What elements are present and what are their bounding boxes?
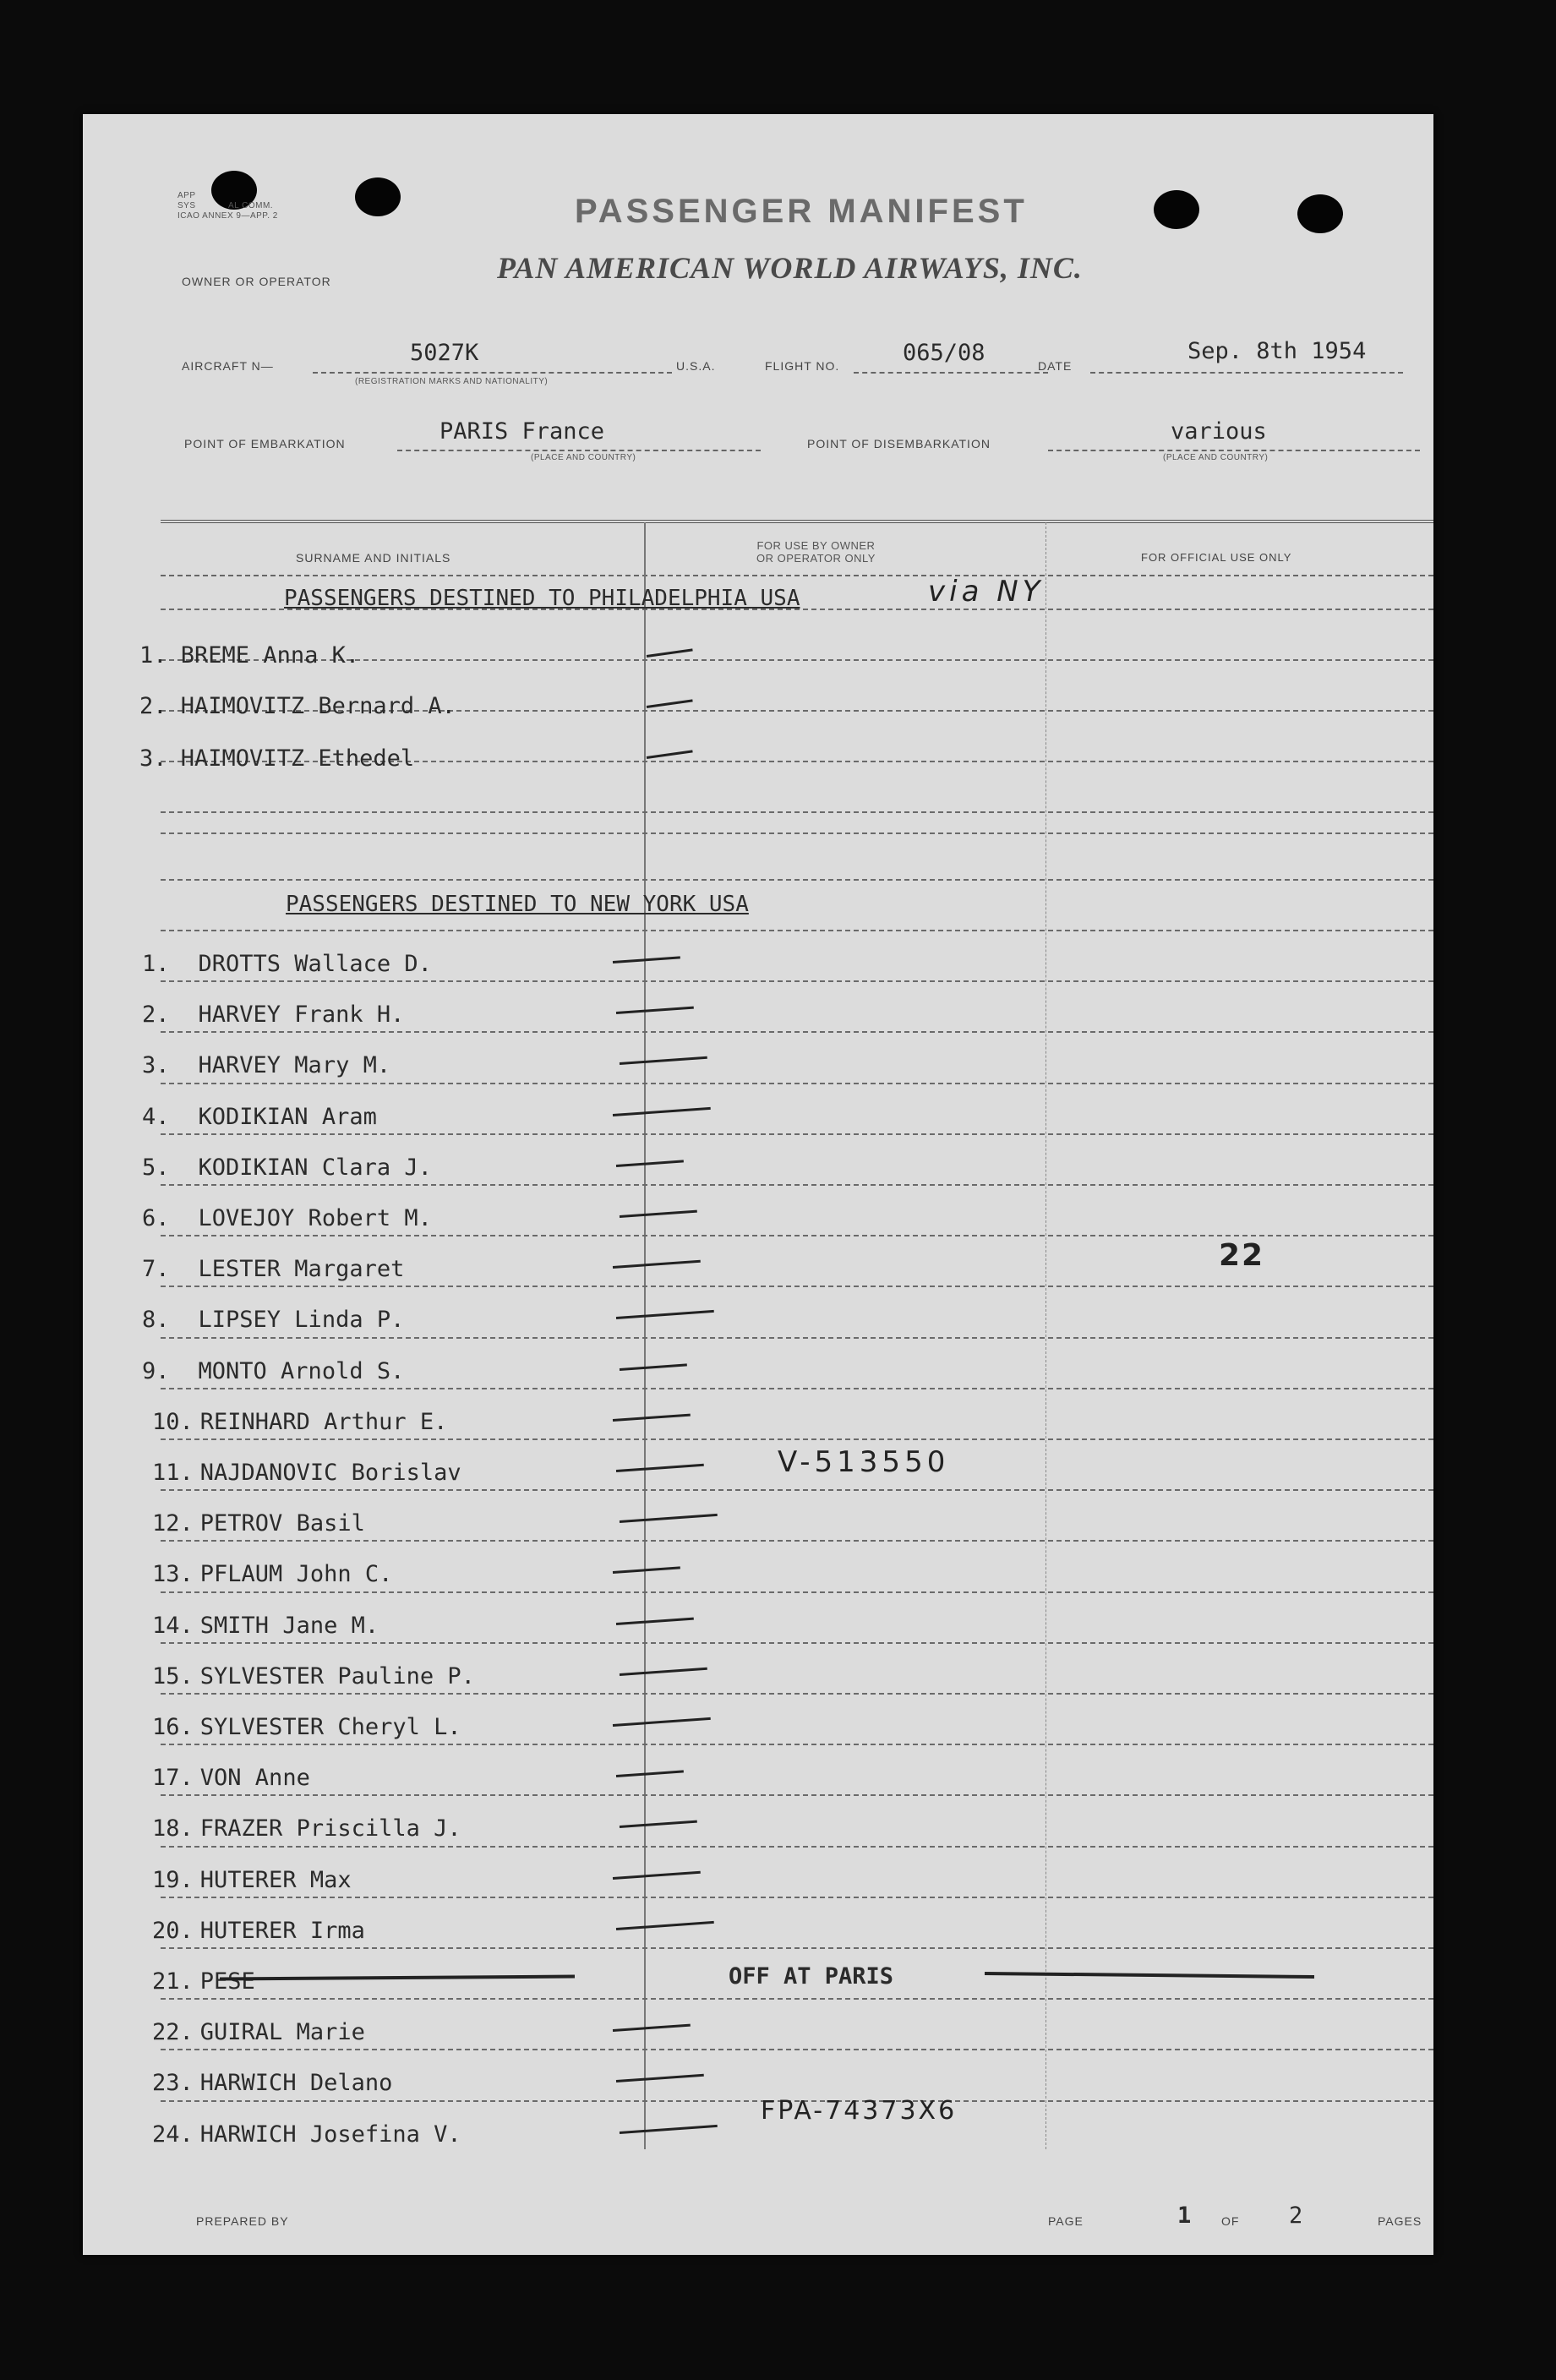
list-item: 5. KODIKIAN Clara J. bbox=[142, 1155, 432, 1181]
disembarkation-sublabel: (PLACE AND COUNTRY) bbox=[1163, 453, 1269, 462]
ruled-line bbox=[161, 1846, 1433, 1848]
ruled-line bbox=[161, 1897, 1433, 1898]
list-item: 11. NAJDANOVIC Borislav bbox=[152, 1460, 461, 1486]
ruled-line bbox=[161, 1133, 1433, 1135]
list-item: 21. PESE bbox=[152, 1968, 255, 1995]
ruled-line bbox=[161, 1286, 1433, 1287]
visa-note: V-513550 bbox=[778, 1445, 950, 1479]
list-item: 14. SMITH Jane M. bbox=[152, 1613, 379, 1639]
punch-hole bbox=[1297, 194, 1343, 233]
page-total: 2 bbox=[1289, 2203, 1303, 2229]
ruled-line bbox=[161, 811, 1433, 813]
ruled-line bbox=[161, 1947, 1433, 1949]
list-item: 7. LESTER Margaret bbox=[142, 1256, 405, 1282]
official-count: 22 bbox=[1219, 1238, 1265, 1273]
of-label: OF bbox=[1221, 2214, 1240, 2228]
section-heading-newyork: PASSENGERS DESTINED TO NEW YORK USA bbox=[286, 892, 749, 917]
ruled-line bbox=[161, 879, 1433, 881]
list-item: 15. SYLVESTER Pauline P. bbox=[152, 1663, 475, 1689]
ruled-line bbox=[161, 930, 1433, 931]
pages-label: PAGES bbox=[1378, 2214, 1422, 2228]
passport-note: FPA-74373X6 bbox=[761, 2096, 958, 2126]
flight-label: FLIGHT NO. bbox=[765, 359, 840, 373]
list-item: 10. REINHARD Arthur E. bbox=[152, 1409, 448, 1435]
aircraft-label: AIRCRAFT N— bbox=[182, 359, 274, 373]
list-item: 1. DROTTS Wallace D. bbox=[142, 951, 432, 977]
ruled-line bbox=[161, 1388, 1433, 1389]
ruled-line bbox=[161, 1337, 1433, 1339]
table-top-rule bbox=[161, 520, 1433, 523]
list-item: 8. LIPSEY Linda P. bbox=[142, 1307, 405, 1333]
list-item: 17. VON Anne bbox=[152, 1765, 310, 1791]
section-heading-philadelphia: PASSENGERS DESTINED TO PHILADELPHIA USA bbox=[284, 586, 800, 611]
list-item: 23. HARWICH Delano bbox=[152, 2070, 393, 2096]
list-item: 3. HARVEY Mary M. bbox=[142, 1052, 391, 1078]
list-item: 18. FRAZER Priscilla J. bbox=[152, 1815, 461, 1842]
list-item: 3. HAIMOVITZ Ethedel bbox=[139, 745, 415, 772]
aircraft-value: 5027K bbox=[410, 340, 479, 366]
ruled-line bbox=[161, 1794, 1433, 1796]
ruled-line bbox=[161, 1184, 1433, 1186]
flight-value: 065/08 bbox=[903, 340, 985, 366]
usa-label: U.S.A. bbox=[676, 359, 716, 373]
list-item: 16. SYLVESTER Cheryl L. bbox=[152, 1714, 461, 1740]
airline-name: PAN AMERICAN WORLD AIRWAYS, INC. bbox=[497, 251, 1083, 285]
embarkation-label: POINT OF EMBARKATION bbox=[184, 437, 346, 450]
list-item: 13. PFLAUM John C. bbox=[152, 1561, 393, 1587]
ruled-line bbox=[161, 1031, 1433, 1033]
aircraft-line bbox=[313, 372, 672, 374]
list-item: 22. GUIRAL Marie bbox=[152, 2019, 365, 2045]
ruled-line bbox=[161, 1591, 1433, 1593]
list-item: 4. KODIKIAN Aram bbox=[142, 1104, 377, 1130]
embarkation-sublabel: (PLACE AND COUNTRY) bbox=[531, 453, 636, 462]
ruled-line bbox=[161, 1235, 1433, 1236]
embarkation-value: PARIS France bbox=[440, 418, 605, 445]
owner-label: OWNER OR OPERATOR bbox=[182, 275, 331, 288]
ruled-line bbox=[161, 1083, 1433, 1084]
punch-hole bbox=[355, 177, 401, 216]
disembarkation-value: various bbox=[1171, 418, 1267, 445]
ruled-line bbox=[161, 980, 1433, 982]
ruled-line bbox=[161, 832, 1433, 834]
ruled-line bbox=[161, 1693, 1433, 1695]
ruled-line bbox=[161, 1998, 1433, 2000]
list-item: 24. HARWICH Josefina V. bbox=[152, 2121, 461, 2148]
list-item: 19. HUTERER Max bbox=[152, 1867, 352, 1893]
col-surname-header: SURNAME AND INITIALS bbox=[296, 551, 451, 565]
date-value: Sep. 8th 1954 bbox=[1187, 338, 1367, 364]
page-number: 1 bbox=[1177, 2203, 1192, 2229]
list-item: 1. BREME Anna K. bbox=[139, 642, 360, 669]
disembarkation-line bbox=[1048, 450, 1420, 451]
ruled-line bbox=[161, 1744, 1433, 1745]
disembarkation-label: POINT OF DISEMBARKATION bbox=[807, 437, 991, 450]
list-item: 2. HARVEY Frank H. bbox=[142, 1002, 405, 1028]
column-divider bbox=[644, 522, 646, 2149]
list-item: 9. MONTO Arnold S. bbox=[142, 1358, 405, 1384]
via-ny-annotation: via NY bbox=[928, 575, 1045, 609]
punch-hole bbox=[1154, 190, 1199, 229]
col-owner-header: FOR USE BY OWNER OR OPERATOR ONLY bbox=[756, 539, 876, 565]
date-line bbox=[1090, 372, 1403, 374]
page-label: PAGE bbox=[1048, 2214, 1084, 2228]
ruled-line bbox=[161, 1489, 1433, 1491]
form-code: APP SYS AL COMM. ICAO ANNEX 9—APP. 2 bbox=[177, 191, 278, 221]
col-official-header: FOR OFFICIAL USE ONLY bbox=[1141, 551, 1292, 564]
prepared-by-label: PREPARED BY bbox=[196, 2214, 289, 2228]
list-item: 12. PETROV Basil bbox=[152, 1510, 365, 1537]
list-item: 6. LOVEJOY Robert M. bbox=[142, 1205, 432, 1231]
page-title: PASSENGER MANIFEST bbox=[575, 193, 1028, 230]
registration-sublabel: (REGISTRATION MARKS AND NATIONALITY) bbox=[355, 377, 549, 386]
ruled-line bbox=[161, 1540, 1433, 1542]
list-item: 20. HUTERER Irma bbox=[152, 1918, 365, 1944]
off-at-paris-note: OFF AT PARIS bbox=[729, 1963, 894, 1990]
header-bottom-rule bbox=[161, 575, 1433, 576]
ruled-line bbox=[161, 1438, 1433, 1440]
list-item: 2. HAIMOVITZ Bernard A. bbox=[139, 693, 456, 719]
ruled-line bbox=[161, 1642, 1433, 1644]
ruled-line bbox=[161, 2049, 1433, 2050]
embarkation-line bbox=[397, 450, 761, 451]
date-label: DATE bbox=[1038, 359, 1073, 373]
flight-line bbox=[854, 372, 1048, 374]
